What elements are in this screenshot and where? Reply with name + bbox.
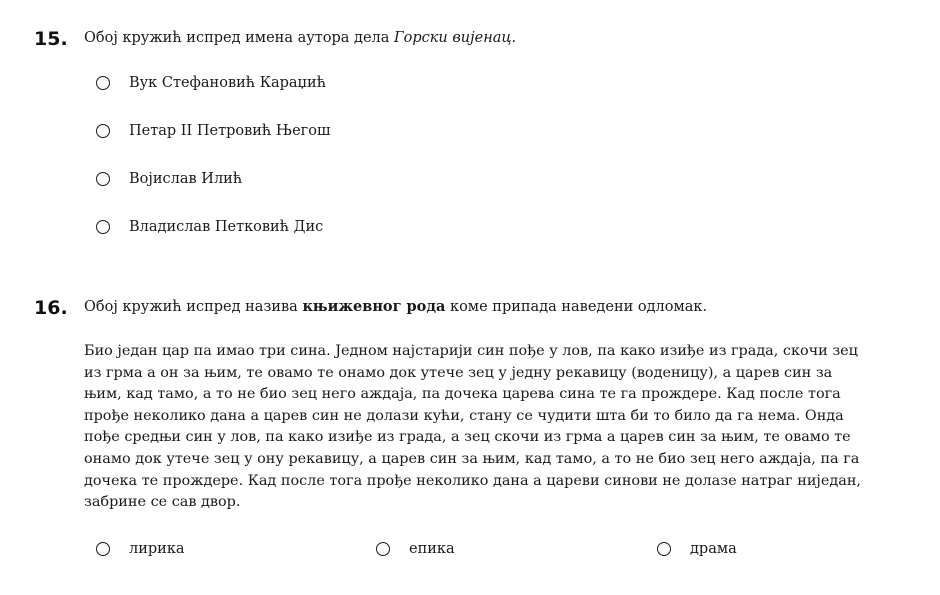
question-prompt	[84, 30, 516, 46]
radio-button[interactable]	[96, 124, 110, 138]
radio-button[interactable]	[376, 542, 390, 556]
prompt-text-end: .	[511, 30, 517, 46]
work-title: Горски вијенац	[394, 30, 512, 46]
option-label: епика	[409, 541, 455, 557]
option-label: Петар II Петровић Његош	[129, 123, 331, 139]
passage-line: забрине се сав двор.	[84, 494, 241, 511]
prompt-text: Обој кружић испред имена аутора дела	[84, 30, 395, 46]
question-number: 15.	[34, 28, 68, 50]
answer-option-lyric[interactable]	[96, 541, 185, 557]
option-label: драма	[690, 541, 737, 557]
radio-button[interactable]	[657, 542, 671, 556]
passage-line: њим, кад тамо, а то не био зец него аждаја, па дочека царева сина те га прождере. Кад после тога	[84, 386, 841, 403]
passage-line: пође средњи син у лов, па како изиђе из града, а зец скочи из грма а царев син за њим, те овамо те	[84, 429, 851, 446]
answer-option-vojislav-ilic[interactable]	[96, 171, 242, 187]
prompt-text: Обој кружић испред назива	[84, 299, 303, 315]
answer-option-vuk-karadzic[interactable]	[96, 75, 326, 91]
question-prompt	[84, 298, 707, 315]
answer-option-dis[interactable]	[96, 219, 323, 235]
passage-line: онамо док утече зец у ону рекавицу, а царев син за њим, кад тамо, а то не био зец него аждаја, па га	[84, 450, 860, 467]
radio-button[interactable]	[96, 172, 110, 186]
option-label: Војислав Илић	[129, 171, 243, 187]
prompt-text-end: коме припада наведени одломак.	[445, 299, 708, 315]
radio-button[interactable]	[96, 76, 110, 90]
passage-line: Био један цар па имао три сина. Једном најстарији син пође у лов, па како изиђе из града, скочи зец	[84, 343, 858, 359]
passage-line: из грма а он за њим, те овамо те онамо док утече зец у једну рекавицу (воденицу), а царев син за	[84, 364, 833, 381]
question-number: 16.	[34, 297, 68, 319]
answer-option-njegos[interactable]	[96, 123, 331, 139]
option-label: Вук Стефановић Караџић	[129, 75, 327, 91]
answer-option-drama[interactable]	[657, 541, 737, 557]
passage-line: прође неколико дана а царев син не долази кући, стану се чудити шта би то било да га нема. Онда	[84, 407, 844, 424]
radio-button[interactable]	[96, 542, 110, 556]
prompt-keyword: књижевног рода	[302, 298, 446, 315]
option-label: Владислав Петковић Дис	[129, 219, 324, 235]
option-label: лирика	[129, 541, 185, 557]
excerpt-passage	[84, 341, 910, 514]
answer-option-epic[interactable]	[376, 541, 455, 557]
passage-line: дочека те прождере. Кад после тога прође неколико дана а цареви синови не долазе натраг ниједан,	[84, 472, 862, 489]
radio-button[interactable]	[96, 220, 110, 234]
